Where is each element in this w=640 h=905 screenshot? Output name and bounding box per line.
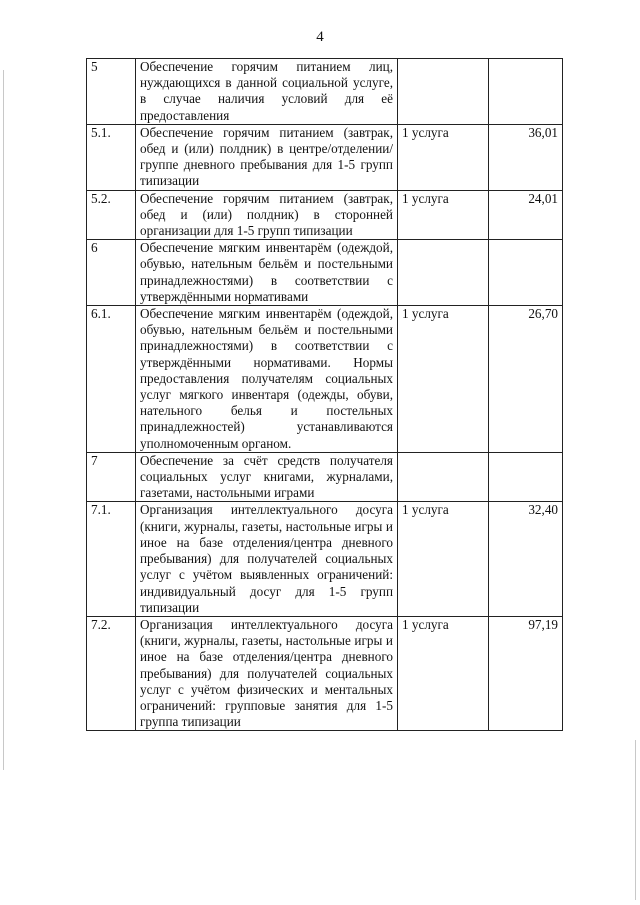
row-number: 7.1. [87, 502, 136, 616]
row-number: 7.2. [87, 616, 136, 730]
table-row [87, 502, 563, 616]
table-row [87, 59, 563, 125]
service-name: Обеспечение горячим питанием лиц, нуждающихся в данной социальной услуге, в случае наличия условий для её предоставления [136, 59, 398, 125]
service-unit [398, 452, 489, 502]
page-number: 4 [316, 29, 324, 45]
service-price: 36,01 [489, 124, 563, 190]
scan-left-edge-line [3, 70, 4, 770]
service-price [489, 240, 563, 306]
service-price [489, 452, 563, 502]
table-row [87, 124, 563, 190]
service-name: Организация интеллектуального досуга (книги, журналы, газеты, настольные игры и иное на базе отделения/центра дневного пребывания) для получателей социальных услуг с учётом выявленных ограничений: индивидуальный досуг для 1-5 групп типизации [136, 502, 398, 616]
scan-right-edge-line [635, 740, 636, 900]
table-row [87, 616, 563, 730]
service-price: 32,40 [489, 502, 563, 616]
service-unit: 1 услуга [398, 124, 489, 190]
service-name: Обеспечение мягким инвентарём (одеждой, обувью, нательным бельём и постельными принадлежностями) в соответствии с утверждёнными нормативами [136, 240, 398, 306]
service-name: Обеспечение за счёт средств получателя социальных услуг книгами, журналами, газетами, настольными играми [136, 452, 398, 502]
service-unit: 1 услуга [398, 306, 489, 453]
service-name: Организация интеллектуального досуга (книги, журналы, газеты, настольные игры и иное на базе отделения/центра дневного пребывания) для получателей социальных услуг с учётом физических и ментальных ограничений: групповые занятия для 1-5 группа типизации [136, 616, 398, 730]
services-table [86, 58, 563, 731]
service-price: 97,19 [489, 616, 563, 730]
row-number: 5.1. [87, 124, 136, 190]
row-number: 6 [87, 240, 136, 306]
service-unit [398, 59, 489, 125]
table-row [87, 452, 563, 502]
service-name: Обеспечение горячим питанием (завтрак, обед и (или) полдник) в центре/отделении/группе дневного пребывания для 1-5 групп типизации [136, 124, 398, 190]
service-unit: 1 услуга [398, 502, 489, 616]
service-unit: 1 услуга [398, 616, 489, 730]
row-number: 5.2. [87, 190, 136, 240]
table-row [87, 190, 563, 240]
row-number: 7 [87, 452, 136, 502]
table-row [87, 306, 563, 453]
service-price: 24,01 [489, 190, 563, 240]
table-row [87, 240, 563, 306]
row-number: 5 [87, 59, 136, 125]
row-number: 6.1. [87, 306, 136, 453]
service-price [489, 59, 563, 125]
service-unit: 1 услуга [398, 190, 489, 240]
service-unit [398, 240, 489, 306]
service-price: 26,70 [489, 306, 563, 453]
service-name: Обеспечение мягким инвентарём (одеждой, обувью, нательным бельём и постельными принадлежностями) в соответствии с утверждёнными нормативами. Нормы предоставления получателям социальных услуг мягкого инвентаря (одежды, обуви, нательного белья и постельных принадлежностей) устанавливаются уполномоченным органом. [136, 306, 398, 453]
service-name: Обеспечение горячим питанием (завтрак, обед и (или) полдник) в сторонней организации для 1-5 групп типизации [136, 190, 398, 240]
